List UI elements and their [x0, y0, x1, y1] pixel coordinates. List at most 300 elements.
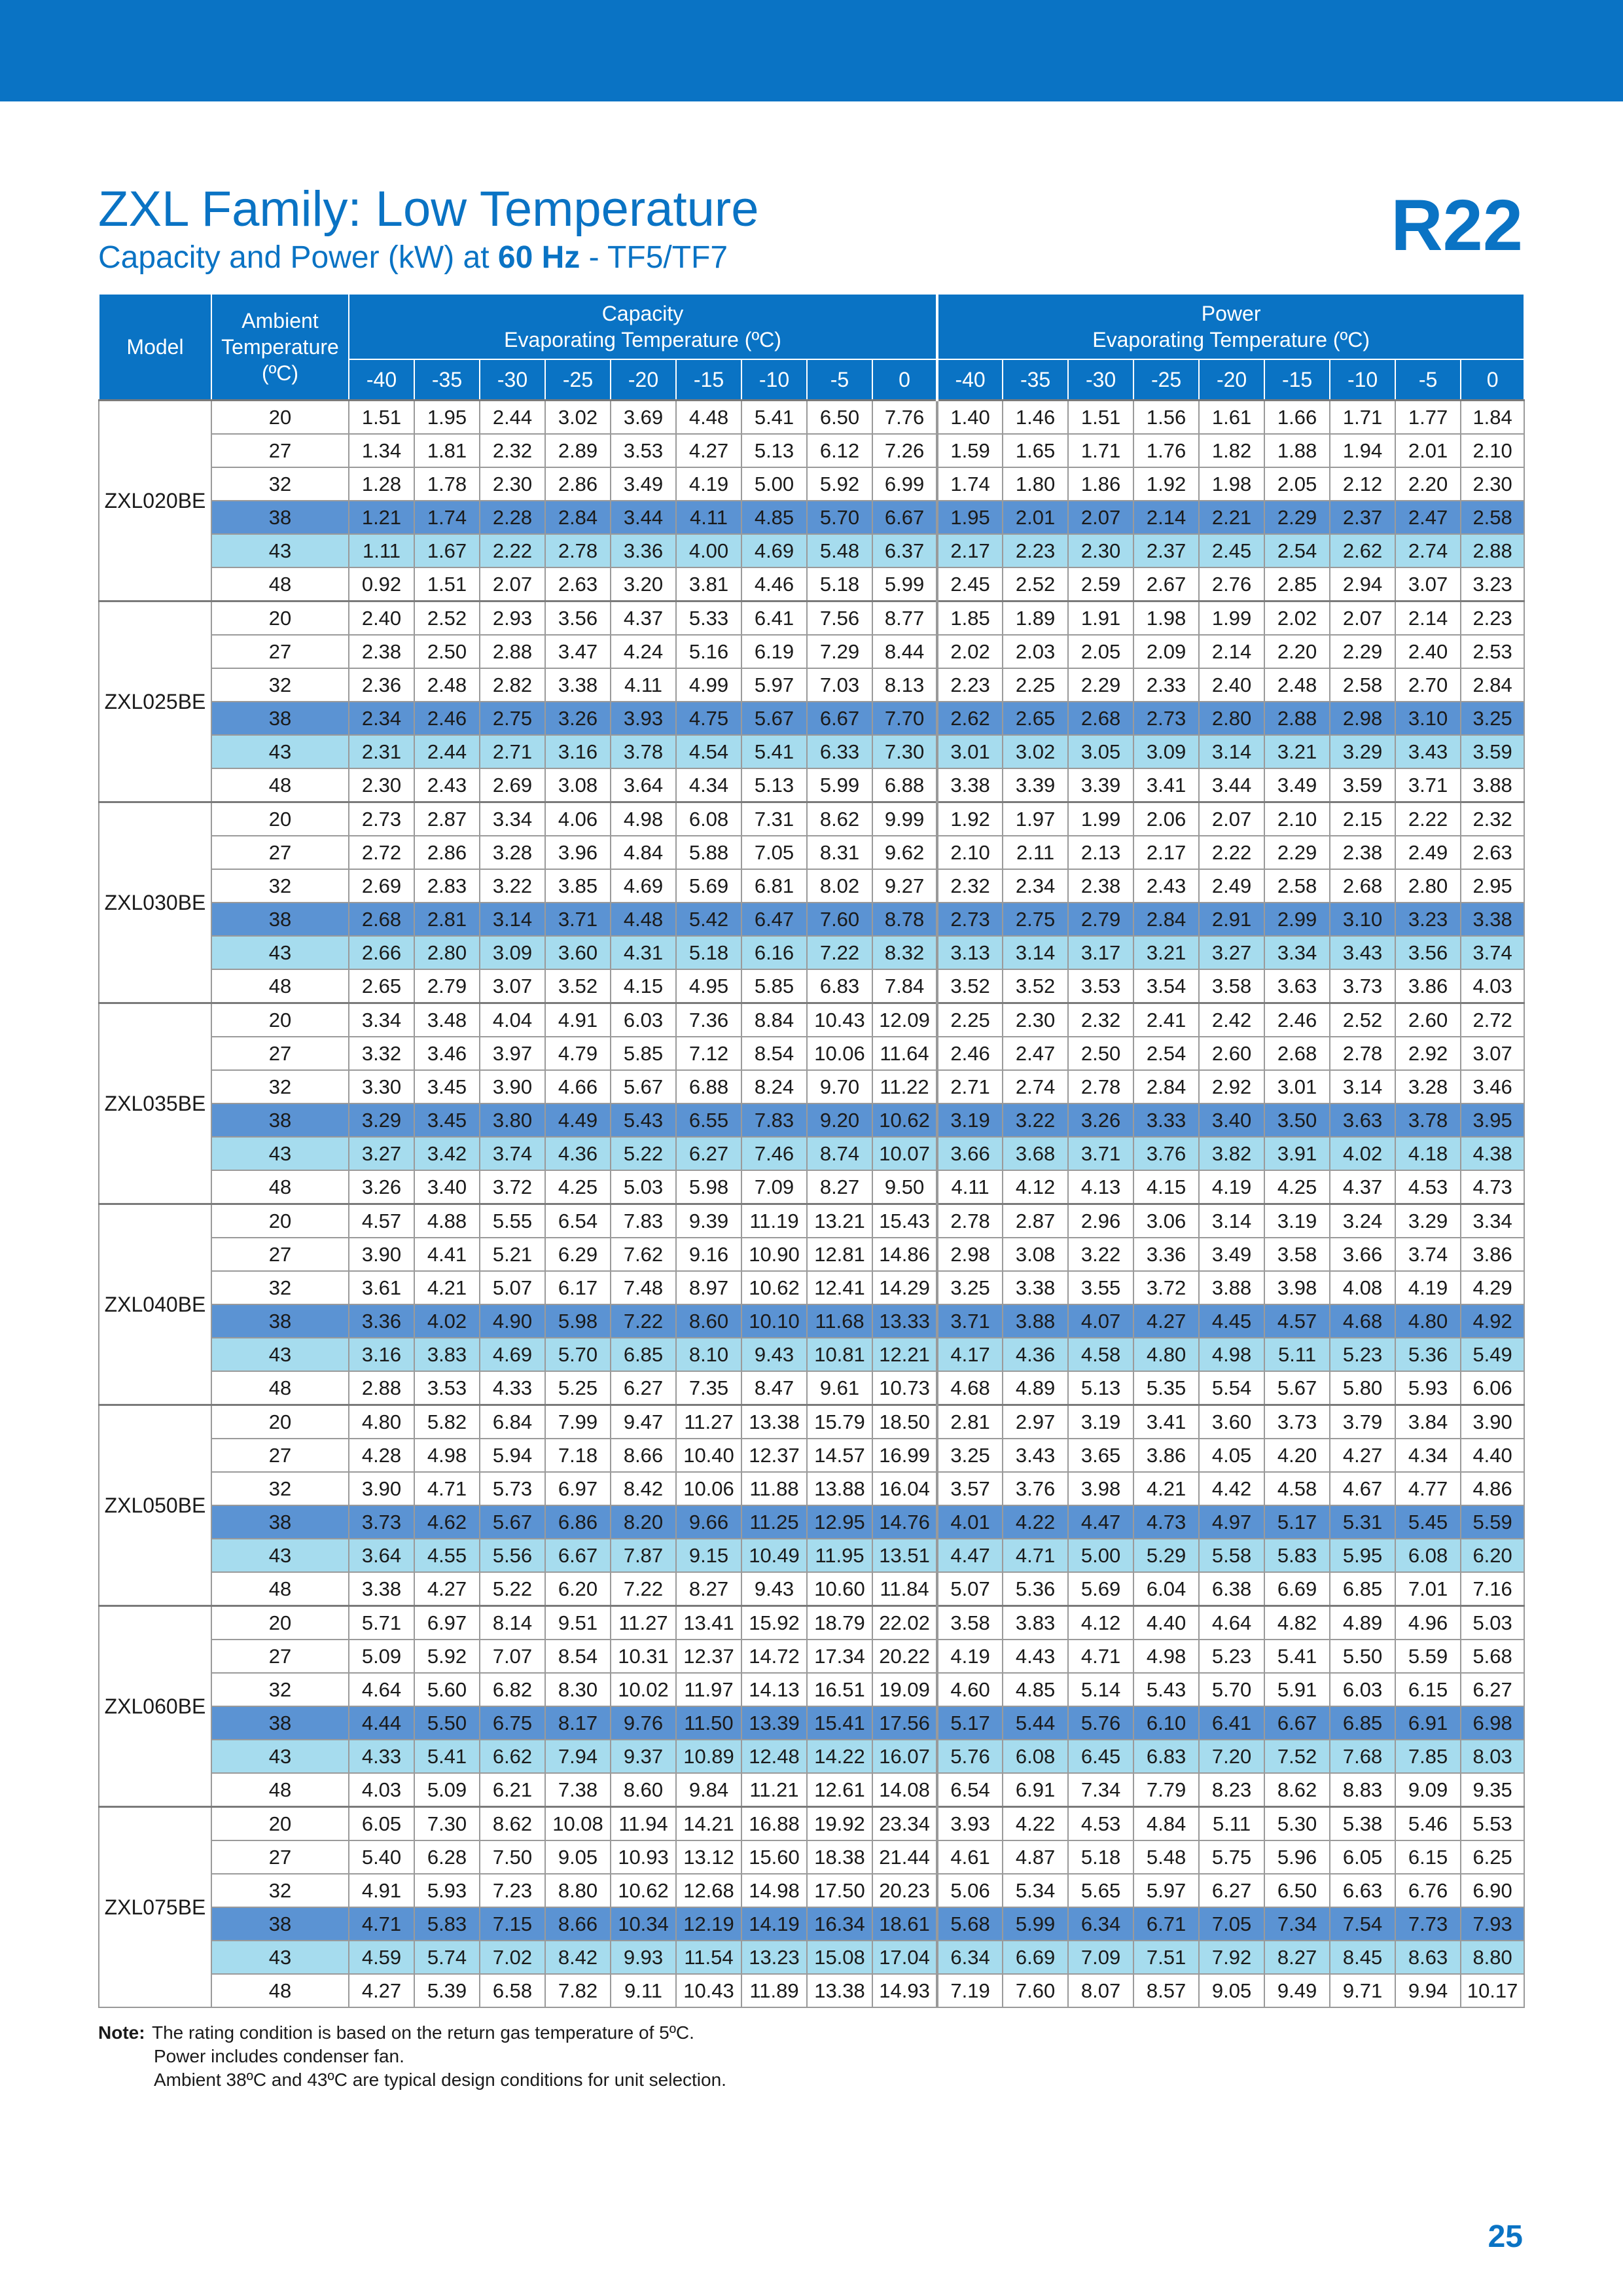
capacity-cell: 8.32	[872, 936, 937, 969]
power-cell: 1.74	[937, 467, 1003, 501]
capacity-cell: 11.25	[741, 1505, 807, 1539]
capacity-cell: 7.84	[872, 969, 937, 1003]
power-cell: 4.20	[1264, 1439, 1330, 1472]
capacity-cell: 4.88	[414, 1204, 480, 1238]
capacity-cell: 10.31	[611, 1640, 676, 1673]
power-cell: 2.23	[937, 668, 1003, 702]
capacity-cell: 8.60	[676, 1304, 741, 1338]
capacity-cell: 5.98	[676, 1170, 741, 1204]
power-cell: 7.85	[1395, 1740, 1461, 1773]
power-cell: 4.34	[1395, 1439, 1461, 1472]
ambient-header-line-3: (ºC)	[261, 361, 299, 385]
power-cell: 2.37	[1330, 501, 1395, 534]
capacity-cell: 4.98	[611, 802, 676, 836]
capacity-cell: 5.22	[480, 1572, 545, 1606]
power-cell: 2.81	[937, 1405, 1003, 1439]
power-cell: 7.68	[1330, 1740, 1395, 1773]
power-cell: 2.17	[1133, 836, 1199, 869]
capacity-cell: 1.81	[414, 434, 480, 467]
power-cell: 6.91	[1003, 1773, 1068, 1807]
power-cell: 3.33	[1133, 1103, 1199, 1137]
capacity-cell: 14.98	[741, 1874, 807, 1907]
capacity-cell: 15.08	[807, 1941, 872, 1974]
power-cell: 6.38	[1199, 1572, 1264, 1606]
capacity-cell: 7.76	[872, 401, 937, 435]
power-cell: 3.60	[1199, 1405, 1264, 1439]
power-cell: 2.54	[1264, 534, 1330, 567]
power-cell: 1.85	[937, 601, 1003, 636]
ambient-cell: 43	[211, 1539, 349, 1572]
power-cell: 5.34	[1003, 1874, 1068, 1907]
power-cell: 5.36	[1003, 1572, 1068, 1606]
power-cell: 2.10	[937, 836, 1003, 869]
power-evap-label: Evaporating Temperature (ºC)	[1092, 328, 1370, 351]
power-cell: 3.25	[1461, 702, 1524, 735]
table-row	[99, 1170, 1524, 1204]
capacity-cell: 2.32	[480, 434, 545, 467]
power-temp-header: -20	[1199, 359, 1264, 401]
power-cell: 9.35	[1461, 1773, 1524, 1807]
power-cell: 5.83	[1264, 1539, 1330, 1572]
power-cell: 2.25	[937, 1003, 1003, 1037]
power-cell: 4.17	[937, 1338, 1003, 1371]
capacity-cell: 18.50	[872, 1405, 937, 1439]
capacity-cell: 2.73	[349, 802, 414, 836]
table-row	[99, 1874, 1524, 1907]
capacity-cell: 16.04	[872, 1472, 937, 1505]
capacity-cell: 2.40	[349, 601, 414, 636]
power-cell: 3.43	[1003, 1439, 1068, 1472]
power-cell: 3.07	[1395, 567, 1461, 601]
capacity-cell: 2.22	[480, 534, 545, 567]
power-cell: 3.95	[1461, 1103, 1524, 1137]
capacity-cell: 14.29	[872, 1271, 937, 1304]
power-cell: 3.21	[1264, 735, 1330, 768]
power-cell: 3.19	[1264, 1204, 1330, 1238]
power-cell: 3.38	[1461, 903, 1524, 936]
power-cell: 3.41	[1133, 1405, 1199, 1439]
power-cell: 2.07	[1330, 601, 1395, 636]
capacity-cell: 4.27	[676, 434, 741, 467]
capacity-cell: 21.44	[872, 1840, 937, 1874]
capacity-cell: 5.09	[349, 1640, 414, 1673]
capacity-cell: 8.42	[611, 1472, 676, 1505]
capacity-cell: 11.89	[741, 1974, 807, 2007]
capacity-cell: 4.71	[349, 1907, 414, 1941]
ambient-header-line-2: Temperature	[221, 335, 339, 359]
power-cell: 2.52	[1003, 567, 1068, 601]
capacity-cell: 4.06	[545, 802, 611, 836]
table-row	[99, 1439, 1524, 1472]
capacity-cell: 2.46	[414, 702, 480, 735]
capacity-cell: 6.67	[872, 501, 937, 534]
capacity-cell: 5.13	[741, 768, 807, 802]
capacity-cell: 9.50	[872, 1170, 937, 1204]
capacity-cell: 8.02	[807, 869, 872, 903]
capacity-cell: 15.79	[807, 1405, 872, 1439]
capacity-cell: 7.83	[741, 1103, 807, 1137]
power-cell: 3.02	[1003, 735, 1068, 768]
ambient-cell: 32	[211, 1070, 349, 1103]
capacity-cell: 4.99	[676, 668, 741, 702]
capacity-cell: 13.39	[741, 1706, 807, 1740]
capacity-cell: 4.59	[349, 1941, 414, 1974]
capacity-cell: 6.05	[349, 1807, 414, 1841]
ambient-cell: 43	[211, 1338, 349, 1371]
power-cell: 7.73	[1395, 1907, 1461, 1941]
table-row	[99, 467, 1524, 501]
power-cell: 5.80	[1330, 1371, 1395, 1405]
power-cell: 3.14	[1199, 735, 1264, 768]
power-cell: 6.27	[1199, 1874, 1264, 1907]
power-cell: 4.27	[1133, 1304, 1199, 1338]
capacity-temp-header: -10	[741, 359, 807, 401]
power-cell: 4.37	[1330, 1170, 1395, 1204]
power-cell: 2.20	[1395, 467, 1461, 501]
table-row	[99, 1070, 1524, 1103]
power-cell: 2.95	[1461, 869, 1524, 903]
power-cell: 3.84	[1395, 1405, 1461, 1439]
capacity-cell: 10.07	[872, 1137, 937, 1170]
capacity-cell: 6.12	[807, 434, 872, 467]
power-cell: 4.89	[1003, 1371, 1068, 1405]
capacity-cell: 7.30	[414, 1807, 480, 1841]
power-cell: 6.08	[1003, 1740, 1068, 1773]
capacity-cell: 3.83	[414, 1338, 480, 1371]
power-cell: 7.34	[1264, 1907, 1330, 1941]
capacity-cell: 13.21	[807, 1204, 872, 1238]
note-line-1: The rating condition is based on the return gas temperature of 5ºC.	[152, 2022, 694, 2043]
power-cell: 3.38	[937, 768, 1003, 802]
capacity-cell: 2.65	[349, 969, 414, 1003]
ambient-cell: 38	[211, 1706, 349, 1740]
capacity-cell: 5.09	[414, 1773, 480, 1807]
capacity-cell: 6.50	[807, 401, 872, 435]
capacity-cell: 6.55	[676, 1103, 741, 1137]
capacity-cell: 11.50	[676, 1706, 741, 1740]
capacity-cell: 16.51	[807, 1673, 872, 1706]
capacity-cell: 6.28	[414, 1840, 480, 1874]
capacity-cell: 2.88	[349, 1371, 414, 1405]
power-cell: 9.49	[1264, 1974, 1330, 2007]
ambient-header-line-1: Ambient	[241, 309, 319, 332]
power-cell: 2.49	[1395, 836, 1461, 869]
power-cell: 4.96	[1395, 1606, 1461, 1640]
capacity-cell: 3.60	[545, 936, 611, 969]
power-cell: 5.23	[1199, 1640, 1264, 1673]
capacity-cell: 3.90	[480, 1070, 545, 1103]
capacity-cell: 4.33	[349, 1740, 414, 1773]
capacity-cell: 4.54	[676, 735, 741, 768]
power-cell: 3.34	[1264, 936, 1330, 969]
power-cell: 2.40	[1395, 635, 1461, 668]
capacity-cell: 6.29	[545, 1238, 611, 1271]
power-cell: 3.93	[937, 1807, 1003, 1841]
capacity-cell: 15.43	[872, 1204, 937, 1238]
capacity-cell: 5.60	[414, 1673, 480, 1706]
capacity-cell: 10.10	[741, 1304, 807, 1338]
power-cell: 3.21	[1133, 936, 1199, 969]
ambient-cell: 27	[211, 1640, 349, 1673]
capacity-cell: 1.51	[414, 567, 480, 601]
power-cell: 2.07	[1068, 501, 1133, 534]
power-cell: 2.76	[1199, 567, 1264, 601]
table-row	[99, 768, 1524, 802]
capacity-cell: 12.48	[741, 1740, 807, 1773]
power-cell: 2.41	[1133, 1003, 1199, 1037]
power-cell: 1.88	[1264, 434, 1330, 467]
capacity-cell: 3.40	[414, 1170, 480, 1204]
capacity-cell: 12.37	[676, 1640, 741, 1673]
power-cell: 3.14	[1199, 1204, 1264, 1238]
capacity-cell: 1.34	[349, 434, 414, 467]
power-cell: 7.34	[1068, 1773, 1133, 1807]
power-cell: 4.11	[937, 1170, 1003, 1204]
power-cell: 2.92	[1395, 1037, 1461, 1070]
power-cell: 2.85	[1264, 567, 1330, 601]
power-cell: 2.98	[1330, 702, 1395, 735]
capacity-cell: 17.50	[807, 1874, 872, 1907]
capacity-cell: 6.27	[611, 1371, 676, 1405]
capacity-cell: 2.72	[349, 836, 414, 869]
power-cell: 3.88	[1003, 1304, 1068, 1338]
power-cell: 4.22	[1003, 1807, 1068, 1841]
power-cell: 2.59	[1068, 567, 1133, 601]
capacity-cell: 2.84	[545, 501, 611, 534]
power-cell: 2.65	[1003, 702, 1068, 735]
capacity-cell: 6.67	[807, 702, 872, 735]
power-cell: 8.07	[1068, 1974, 1133, 2007]
capacity-cell: 2.34	[349, 702, 414, 735]
power-cell: 1.95	[937, 501, 1003, 534]
capacity-cell: 2.86	[414, 836, 480, 869]
capacity-cell: 4.90	[480, 1304, 545, 1338]
capacity-cell: 16.34	[807, 1907, 872, 1941]
capacity-cell: 7.83	[611, 1204, 676, 1238]
power-cell: 1.82	[1199, 434, 1264, 467]
power-cell: 4.07	[1068, 1304, 1133, 1338]
capacity-cell: 8.80	[545, 1874, 611, 1907]
power-cell: 3.29	[1330, 735, 1395, 768]
capacity-cell: 5.73	[480, 1472, 545, 1505]
table-row	[99, 1572, 1524, 1606]
power-cell: 2.48	[1264, 668, 1330, 702]
capacity-cell: 8.84	[741, 1003, 807, 1037]
ambient-cell: 38	[211, 1304, 349, 1338]
capacity-cell: 3.22	[480, 869, 545, 903]
capacity-cell: 5.25	[545, 1371, 611, 1405]
power-cell: 6.76	[1395, 1874, 1461, 1907]
capacity-cell: 11.68	[807, 1304, 872, 1338]
power-cell: 2.62	[937, 702, 1003, 735]
power-cell: 8.80	[1461, 1941, 1524, 1974]
capacity-cell: 4.91	[545, 1003, 611, 1037]
capacity-cell: 4.62	[414, 1505, 480, 1539]
capacity-cell: 1.51	[349, 401, 414, 435]
capacity-cell: 10.62	[872, 1103, 937, 1137]
capacity-cell: 4.44	[349, 1706, 414, 1740]
table-row	[99, 802, 1524, 836]
capacity-cell: 9.20	[807, 1103, 872, 1137]
power-cell: 5.45	[1395, 1505, 1461, 1539]
power-cell: 2.72	[1461, 1003, 1524, 1037]
capacity-cell: 8.42	[545, 1941, 611, 1974]
capacity-cell: 6.47	[741, 903, 807, 936]
table-row	[99, 1640, 1524, 1673]
ambient-cell: 32	[211, 1874, 349, 1907]
capacity-cell: 13.88	[807, 1472, 872, 1505]
power-cell: 5.75	[1199, 1840, 1264, 1874]
capacity-cell: 4.46	[741, 567, 807, 601]
table-row	[99, 1238, 1524, 1271]
capacity-cell: 10.06	[807, 1037, 872, 1070]
power-cell: 2.84	[1461, 668, 1524, 702]
power-cell: 5.67	[1264, 1371, 1330, 1405]
power-cell: 9.94	[1395, 1974, 1461, 2007]
ambient-cell: 27	[211, 1439, 349, 1472]
table-row	[99, 702, 1524, 735]
power-cell: 5.46	[1395, 1807, 1461, 1841]
capacity-cell: 3.26	[349, 1170, 414, 1204]
capacity-cell: 3.78	[611, 735, 676, 768]
page-title: ZXL Family: Low Temperature	[98, 181, 759, 237]
power-cell: 2.71	[937, 1070, 1003, 1103]
capacity-cell: 16.88	[741, 1807, 807, 1841]
table-row	[99, 1706, 1524, 1740]
capacity-cell: 7.18	[545, 1439, 611, 1472]
power-cell: 9.09	[1395, 1773, 1461, 1807]
capacity-cell: 5.00	[741, 467, 807, 501]
capacity-cell: 13.23	[741, 1941, 807, 1974]
capacity-cell: 5.82	[414, 1405, 480, 1439]
power-cell: 3.86	[1461, 1238, 1524, 1271]
power-cell: 2.32	[937, 869, 1003, 903]
capacity-cell: 5.41	[741, 735, 807, 768]
power-cell: 3.71	[937, 1304, 1003, 1338]
capacity-cell: 8.27	[807, 1170, 872, 1204]
power-cell: 2.30	[1068, 534, 1133, 567]
capacity-cell: 8.17	[545, 1706, 611, 1740]
capacity-cell: 7.94	[545, 1740, 611, 1773]
capacity-cell: 6.19	[741, 635, 807, 668]
power-cell: 3.25	[937, 1439, 1003, 1472]
power-cell: 2.14	[1395, 601, 1461, 636]
power-cell: 1.94	[1330, 434, 1395, 467]
power-cell: 3.98	[1068, 1472, 1133, 1505]
power-cell: 1.80	[1003, 467, 1068, 501]
capacity-cell: 2.83	[414, 869, 480, 903]
capacity-cell: 6.17	[545, 1271, 611, 1304]
power-cell: 3.91	[1264, 1137, 1330, 1170]
capacity-cell: 17.04	[872, 1941, 937, 1974]
capacity-cell: 13.38	[741, 1405, 807, 1439]
capacity-cell: 2.44	[480, 401, 545, 435]
capacity-cell: 1.95	[414, 401, 480, 435]
power-cell: 2.73	[1133, 702, 1199, 735]
power-cell: 4.68	[1330, 1304, 1395, 1338]
power-cell: 5.68	[1461, 1640, 1524, 1673]
capacity-cell: 5.39	[414, 1974, 480, 2007]
ambient-cell: 20	[211, 1807, 349, 1841]
power-cell: 8.27	[1264, 1941, 1330, 1974]
power-cell: 6.63	[1330, 1874, 1395, 1907]
capacity-cell: 2.36	[349, 668, 414, 702]
subtitle-suffix: - TF5/TF7	[580, 240, 728, 275]
power-cell: 4.36	[1003, 1338, 1068, 1371]
power-cell: 2.99	[1264, 903, 1330, 936]
table-row	[99, 1472, 1524, 1505]
power-cell: 7.51	[1133, 1941, 1199, 1974]
capacity-cell: 10.34	[611, 1907, 676, 1941]
capacity-cell: 9.05	[545, 1840, 611, 1874]
capacity-cell: 3.30	[349, 1070, 414, 1103]
power-cell: 4.47	[937, 1539, 1003, 1572]
capacity-cell: 2.75	[480, 702, 545, 735]
capacity-cell: 10.43	[676, 1974, 741, 2007]
power-temp-header: 0	[1461, 359, 1524, 401]
power-cell: 1.56	[1133, 401, 1199, 435]
capacity-cell: 7.56	[807, 601, 872, 636]
capacity-cell: 17.56	[872, 1706, 937, 1740]
power-cell: 6.85	[1330, 1706, 1395, 1740]
capacity-cell: 2.28	[480, 501, 545, 534]
capacity-cell: 3.44	[611, 501, 676, 534]
capacity-cell: 4.03	[349, 1773, 414, 1807]
table-row	[99, 1204, 1524, 1238]
power-cell: 1.84	[1461, 401, 1524, 435]
power-cell: 3.07	[1461, 1037, 1524, 1070]
power-cell: 5.69	[1068, 1572, 1133, 1606]
capacity-cell: 10.62	[741, 1271, 807, 1304]
power-cell: 3.01	[1264, 1070, 1330, 1103]
power-cell: 4.19	[937, 1640, 1003, 1673]
power-cell: 6.83	[1133, 1740, 1199, 1773]
power-cell: 3.53	[1068, 969, 1133, 1003]
power-cell: 2.58	[1461, 501, 1524, 534]
capacity-cell: 2.81	[414, 903, 480, 936]
model-name: ZXL050BE	[99, 1405, 211, 1606]
power-cell: 3.54	[1133, 969, 1199, 1003]
capacity-cell: 3.69	[611, 401, 676, 435]
capacity-cell: 11.64	[872, 1037, 937, 1070]
ambient-cell: 27	[211, 1037, 349, 1070]
capacity-cell: 3.48	[414, 1003, 480, 1037]
power-cell: 4.53	[1395, 1170, 1461, 1204]
power-cell: 4.60	[937, 1673, 1003, 1706]
power-cell: 3.57	[937, 1472, 1003, 1505]
power-cell: 2.80	[1199, 702, 1264, 735]
power-cell: 2.25	[1003, 668, 1068, 702]
power-temp-header: -25	[1133, 359, 1199, 401]
power-label: Power	[1201, 302, 1261, 325]
ambient-cell: 27	[211, 434, 349, 467]
capacity-cell: 15.41	[807, 1706, 872, 1740]
capacity-cell: 13.38	[807, 1974, 872, 2007]
capacity-cell: 11.27	[611, 1606, 676, 1640]
capacity-cell: 12.19	[676, 1907, 741, 1941]
power-cell: 3.22	[1068, 1238, 1133, 1271]
power-cell: 3.59	[1461, 735, 1524, 768]
capacity-cell: 9.84	[676, 1773, 741, 1807]
power-cell: 4.12	[1068, 1606, 1133, 1640]
power-cell: 4.29	[1461, 1271, 1524, 1304]
power-cell: 2.91	[1199, 903, 1264, 936]
power-cell: 3.55	[1068, 1271, 1133, 1304]
capacity-cell: 8.27	[676, 1572, 741, 1606]
capacity-cell: 4.04	[480, 1003, 545, 1037]
power-cell: 2.09	[1133, 635, 1199, 668]
capacity-cell: 5.99	[807, 768, 872, 802]
